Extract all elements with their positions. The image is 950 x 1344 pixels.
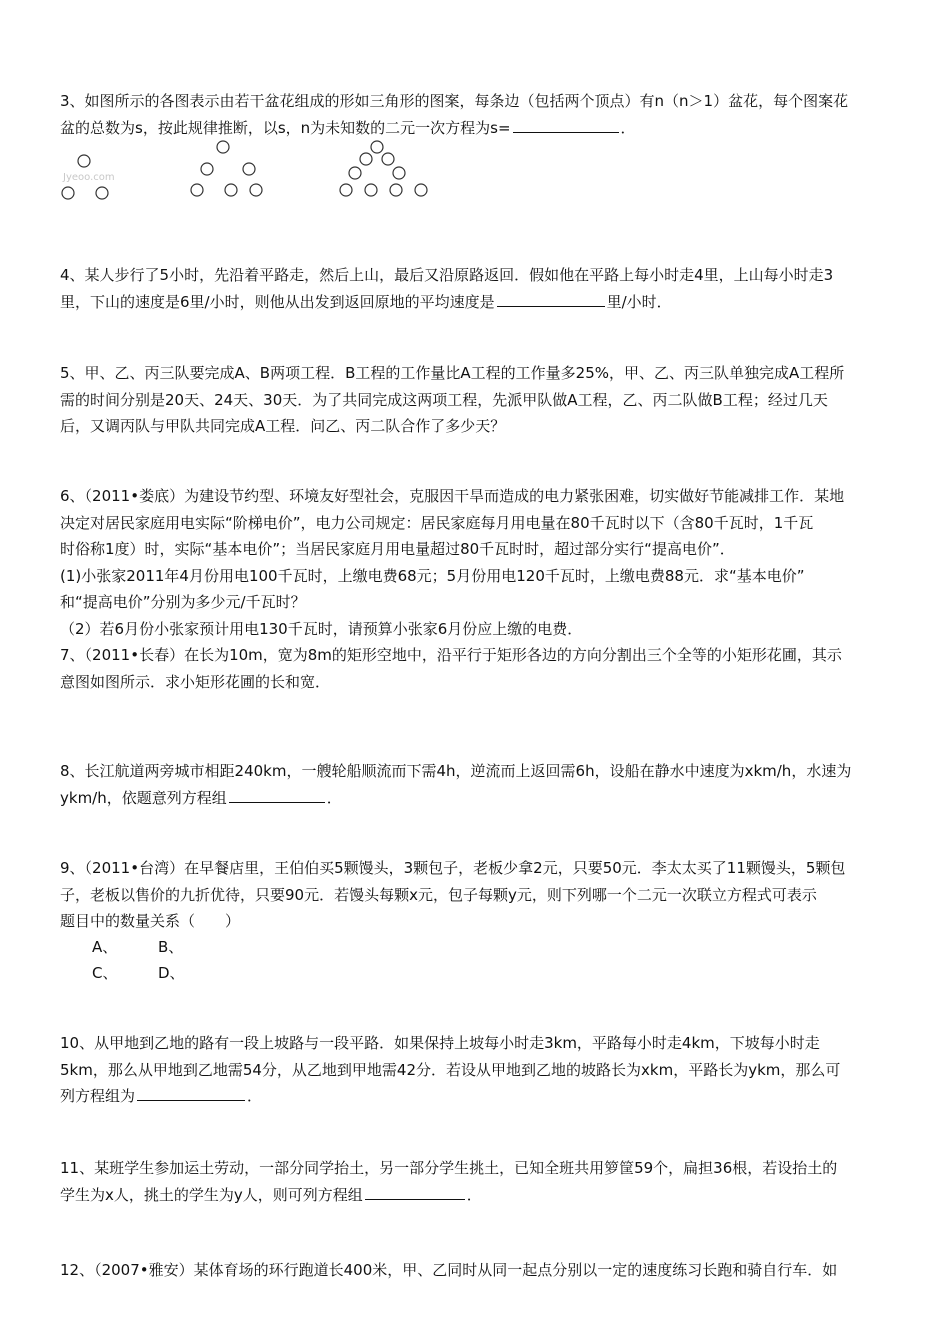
q6-line-4: (1)小张家2011年4月份用电100千瓦时，上缴电费68元；5月份用电120千瓦时，上缴电费88元．求“基本电价” bbox=[60, 566, 805, 585]
q10-line-3: 列方程组为 ． bbox=[60, 1083, 892, 1110]
answer-blank[interactable] bbox=[137, 1083, 245, 1101]
q7-line-1: 7、（2011•长春）在长为10m，宽为8m的矩形空地中，沿平行于矩形各边的方向分割出三个全等的小矩形花圃，其示 bbox=[60, 646, 842, 664]
flower-pot bbox=[382, 153, 394, 165]
option-a[interactable]: A、 bbox=[92, 938, 118, 956]
flower-pot bbox=[415, 184, 427, 196]
option-c[interactable]: C、 bbox=[92, 964, 118, 982]
q9-options-row-2 bbox=[92, 960, 224, 986]
q11-line-1: 11、某班学生参加运土劳动，一部分同学抬土，另一部分学生挑土，已知全班共用箩筐59个，扁担36根，若设抬土的 bbox=[60, 1159, 838, 1177]
q7-line-2: 意图如图所示．求小矩形花圃的长和宽． bbox=[60, 672, 331, 691]
flower-pot bbox=[250, 184, 262, 196]
q3-line-1: 3、如图所示的各图表示由若干盆花组成的形如三角形的图案，每条边（包括两个顶点）有n（n＞1）盆花，每个图案花 bbox=[60, 92, 849, 110]
q6-line-6: （2）若6月份小张家预计用电130千瓦时，请预算小张家6月份应上缴的电费． bbox=[60, 619, 583, 638]
q12-line-1: 12、（2007•雅安）某体育场的环行跑道长400米，甲、乙同时从同一起点分别以一定的速度练习长跑和骑自行车．如 bbox=[60, 1261, 838, 1279]
answer-blank[interactable] bbox=[365, 1182, 465, 1200]
q5-line-1: 5、甲、乙、丙三队要完成A、B两项工程．B工程的工作量比A工程的工作量多25%，甲、乙、丙三队单独完成A工程所 bbox=[60, 364, 845, 382]
answer-blank[interactable] bbox=[229, 785, 325, 803]
flower-pot bbox=[360, 153, 372, 165]
flower-pot bbox=[340, 184, 352, 196]
q9-options bbox=[92, 934, 224, 986]
q6-line-1: 6、（2011•娄底）为建设节约型、环境友好型社会，克服因干旱而造成的电力紧张困难，切实做好节能减排工作．某地 bbox=[60, 487, 845, 505]
question-4 bbox=[60, 262, 892, 315]
answer-blank[interactable] bbox=[497, 289, 605, 307]
figure-watermark: Jyeoo.com bbox=[63, 172, 115, 183]
q8-line-1: 8、长江航道两旁城市相距240km，一艘轮船顺流而下需4h，逆流而上返回需6h，设船在静水中速度为xkm/h，水速为 bbox=[60, 762, 852, 780]
q10-line-2: 5km，那么从甲地到乙地需54分，从乙地到甲地需42分．若设从甲地到乙地的坡路长为xkm，平路长为ykm，那么可 bbox=[60, 1060, 841, 1079]
q6-line-5: 和“提高电价”分别为多少元/千瓦时？ bbox=[60, 593, 306, 611]
question-8 bbox=[60, 758, 892, 811]
flower-pot bbox=[243, 163, 255, 175]
q5-line-2: 需的时间分别是20天、24天、30天．为了共同完成这两项工程，先派甲队做A工程，乙、丙二队做B工程；经过几天 bbox=[60, 390, 828, 409]
flower-pot bbox=[191, 184, 203, 196]
flower-pot bbox=[225, 184, 237, 196]
flower-pot bbox=[390, 184, 402, 196]
flower-pot bbox=[62, 187, 74, 199]
flower-pot bbox=[78, 155, 90, 167]
q3-line-2: 盆的总数为s，按此规律推断，以s，n为未知数的二元一次方程为s= ． bbox=[60, 115, 892, 142]
flower-pot bbox=[96, 187, 108, 199]
answer-blank[interactable] bbox=[513, 115, 619, 133]
q4-line-1: 4、某人步行了5小时，先沿着平路走，然后上山，最后又沿原路返回．假如他在平路上每小时走4里，上山每小时走3 bbox=[60, 266, 834, 284]
flower-pot bbox=[217, 141, 229, 153]
flower-triangle-figures bbox=[55, 132, 475, 212]
q10-line-1: 10、从甲地到乙地的路有一段上坡路与一段平路．如果保持上坡每小时走3km，平路每小时走4km，下坡每小时走 bbox=[60, 1034, 820, 1052]
flower-pot bbox=[371, 141, 383, 153]
question-11 bbox=[60, 1155, 892, 1208]
option-b[interactable]: B、 bbox=[158, 938, 184, 956]
q6-line-2: 决定对居民家庭用电实际“阶梯电价”，电力公司规定：居民家庭每月用电量在80千瓦时以下（含80千瓦时，1千瓦 bbox=[60, 513, 814, 532]
q4-line-2: 里，下山的速度是6里/小时，则他从出发到返回原地的平均速度是 里/小时． bbox=[60, 289, 892, 316]
q8-line-2: ykm/h，依题意列方程组 ． bbox=[60, 785, 892, 812]
flower-pot bbox=[349, 167, 361, 179]
question-12 bbox=[60, 1257, 892, 1284]
question-6 bbox=[60, 483, 892, 695]
question-9 bbox=[60, 855, 892, 935]
flower-pot bbox=[201, 163, 213, 175]
question-10 bbox=[60, 1030, 892, 1110]
q11-line-2: 学生为x人，挑土的学生为y人，则可列方程组 ． bbox=[60, 1182, 892, 1209]
q6-line-3: 时俗称1度）时，实际“基本电价”；当居民家庭月用电量超过80千瓦时时，超过部分实行“提高电价”． bbox=[60, 540, 735, 558]
option-d[interactable]: D、 bbox=[158, 964, 185, 982]
question-5 bbox=[60, 360, 892, 440]
q9-line-1: 9、（2011•台湾）在早餐店里，王伯伯买5颗馒头，3颗包子，老板少拿2元，只要50元．李太太买了11颗馒头，5颗包 bbox=[60, 859, 846, 877]
flower-pot bbox=[393, 167, 405, 179]
q9-line-3: 题目中的数量关系（ ） bbox=[60, 912, 241, 930]
q9-line-2: 子，老板以售价的九折优待，只要90元．若馒头每颗x元，包子每颗y元，则下列哪一个二元一次联立方程式可表示 bbox=[60, 885, 817, 904]
q5-line-3: 后，又调丙队与甲队共同完成A工程．问乙、丙二队合作了多少天？ bbox=[60, 417, 506, 435]
flower-pot bbox=[365, 184, 377, 196]
q9-options-row-1 bbox=[92, 934, 224, 960]
